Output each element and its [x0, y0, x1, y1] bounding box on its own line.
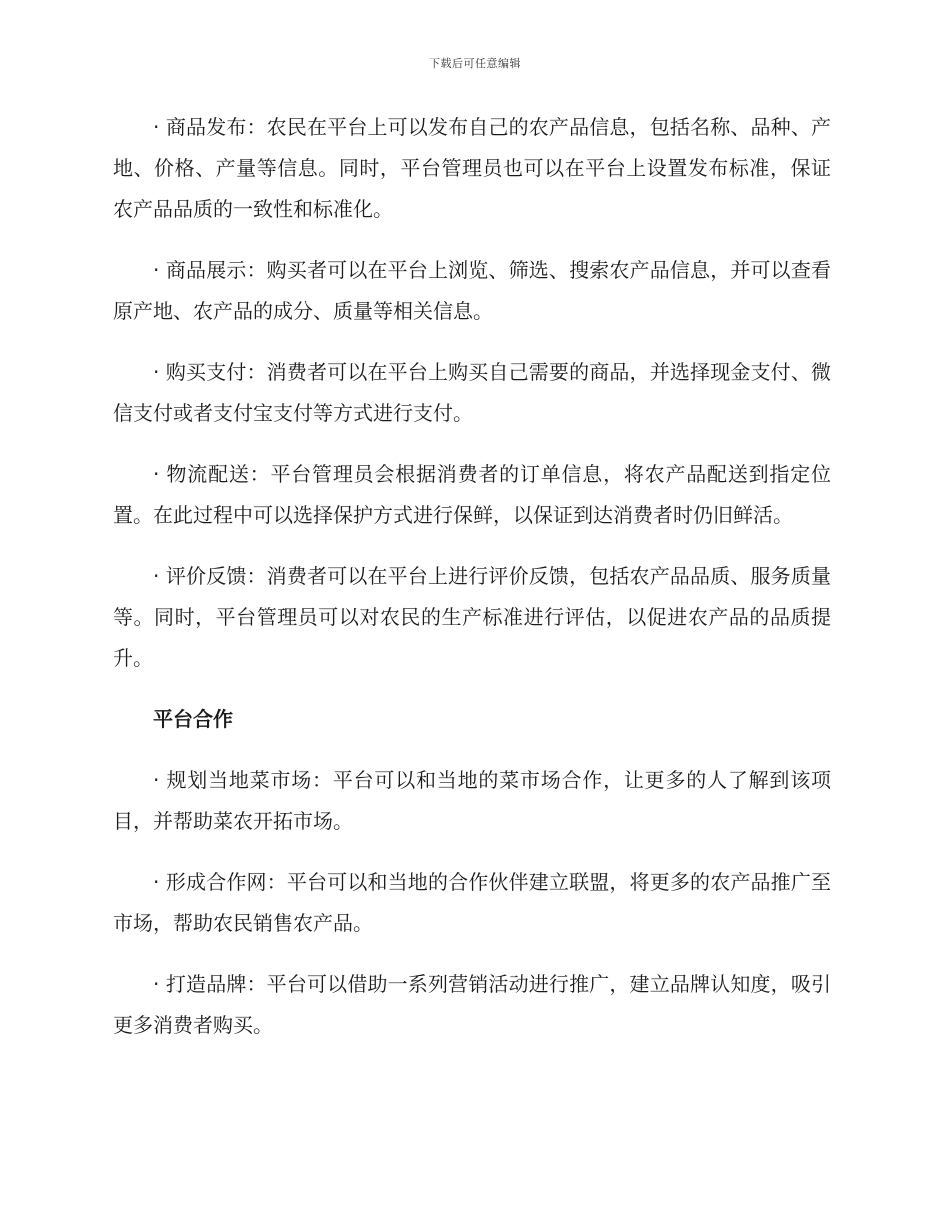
- paragraph-cooperation-network: · 形成合作网：平台可以和当地的合作伙伴建立联盟，将更多的农产品推广至市场，帮助农民销售农产品。: [113, 870, 831, 935]
- paragraph-product-publish: · 商品发布：农民在平台上可以发布自己的农产品信息，包括名称、品种、产地、价格、产量等信息。同时，平台管理员也可以在平台上设置发布标准，保证农产品品质的一致性和标准化。: [113, 115, 831, 221]
- paragraph-feedback: · 评价反馈：消费者可以在平台上进行评价反馈，包括农产品品质、服务质量等。同时，平台管理员可以对农民的生产标准进行评估，以促进农产品的品质提升。: [113, 564, 831, 670]
- paragraph-brand-building: · 打造品牌：平台可以借助一系列营销活动进行推广，建立品牌认知度，吸引更多消费者购买。: [113, 972, 831, 1037]
- page-header: 下载后可任意编辑: [429, 57, 521, 70]
- document-body: [113, 107, 831, 1066]
- paragraph-local-market: · 规划当地菜市场：平台可以和当地的菜市场合作，让更多的人了解到该项目，并帮助菜农开拓市场。: [113, 768, 831, 833]
- paragraph-logistics: · 物流配送：平台管理员会根据消费者的订单信息，将农产品配送到指定位置。在此过程中可以选择保护方式进行保鲜，以保证到达消费者时仍旧鲜活。: [113, 462, 831, 527]
- paragraph-product-display: · 商品展示：购买者可以在平台上浏览、筛选、搜索农产品信息，并可以查看原产地、农产品的成分、质量等相关信息。: [113, 258, 831, 323]
- section-heading-platform-cooperation: 平台合作: [153, 707, 233, 731]
- paragraph-purchase-payment: · 购买支付：消费者可以在平台上购买自己需要的商品，并选择现金支付、微信支付或者支付宝支付等方式进行支付。: [113, 360, 831, 425]
